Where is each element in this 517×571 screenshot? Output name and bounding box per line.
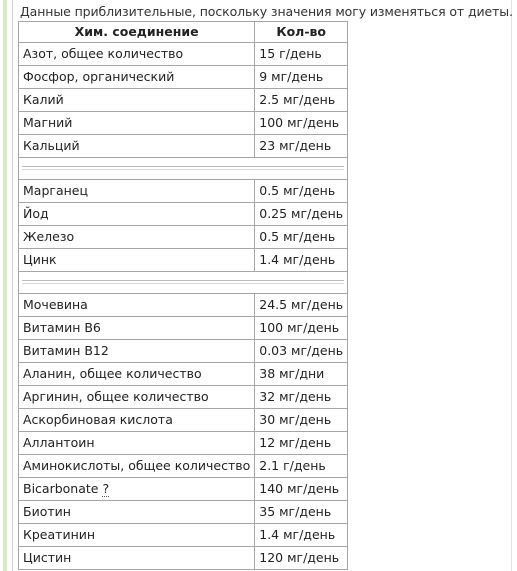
table-body	[19, 43, 348, 570]
compound-name: Цинк	[23, 252, 57, 267]
translation-hint-link[interactable]: ?	[102, 481, 110, 496]
compound-name: Аминокислоты, общее количество	[23, 458, 251, 473]
table-header-row	[19, 22, 348, 43]
amount-cell: 0.25 мг/день	[255, 203, 348, 226]
compound-cell	[19, 501, 255, 524]
table-row	[19, 180, 348, 203]
table-row	[19, 524, 348, 547]
compound-name: Фосфор, органический	[23, 69, 175, 84]
compound-cell	[19, 455, 255, 478]
table-row	[19, 294, 348, 317]
amount-cell: 100 мг/день	[255, 112, 348, 135]
compound-cell	[19, 478, 255, 501]
table-row	[19, 66, 348, 89]
left-border-strip	[3, 0, 7, 571]
compound-cell	[19, 112, 255, 135]
compound-name: Йод	[23, 206, 49, 221]
compound-cell	[19, 89, 255, 112]
separator-cell	[19, 272, 348, 294]
amount-cell: 38 мг/дни	[255, 363, 348, 386]
amount-cell: 100 мг/день	[255, 317, 348, 340]
separator-row	[19, 158, 348, 180]
amount-cell: 23 мг/день	[255, 135, 348, 158]
compound-name: Аргинин, общее количество	[23, 389, 209, 404]
compound-cell	[19, 43, 255, 66]
compound-cell	[19, 226, 255, 249]
compound-name: Витамин В12	[23, 343, 109, 358]
table-row	[19, 43, 348, 66]
compound-name: Аскорбиновая кислота	[23, 412, 173, 427]
amount-cell: 2.1 г/день	[255, 455, 348, 478]
compound-name: Магний	[23, 115, 73, 130]
separator-row	[19, 272, 348, 294]
compound-name: Марганец	[23, 183, 88, 198]
table-row	[19, 249, 348, 272]
table-row	[19, 112, 348, 135]
table-row	[19, 409, 348, 432]
amount-cell: 9 мг/день	[255, 66, 348, 89]
header-compound: Хим. соединение	[19, 22, 255, 43]
table-row	[19, 386, 348, 409]
amount-cell: 0.5 мг/день	[255, 226, 348, 249]
separator-rule	[19, 158, 347, 179]
compound-cell	[19, 317, 255, 340]
table-row	[19, 135, 348, 158]
amount-cell: 15 г/день	[255, 43, 348, 66]
compound-name: Аланин, общее количество	[23, 366, 202, 381]
table-row	[19, 455, 348, 478]
table-row	[19, 501, 348, 524]
compound-cell	[19, 294, 255, 317]
compound-name: Азот, общее количество	[23, 46, 184, 61]
compound-cell	[19, 203, 255, 226]
table-row	[19, 478, 348, 501]
compound-name: Аллантоин	[23, 435, 95, 450]
header-amount: Кол-во	[255, 22, 348, 43]
amount-cell: 32 мг/день	[255, 386, 348, 409]
compound-name: Калий	[23, 92, 64, 107]
separator-rule	[19, 272, 347, 293]
compound-cell	[19, 66, 255, 89]
table-row	[19, 363, 348, 386]
amount-cell: 2.5 мг/день	[255, 89, 348, 112]
compound-name: Цистин	[23, 550, 72, 565]
amount-cell: 120 мг/день	[255, 547, 348, 570]
compound-name: Биотин	[23, 504, 71, 519]
amount-cell: 1.4 мг/день	[255, 249, 348, 272]
compound-cell	[19, 363, 255, 386]
compound-name: Мочевина	[23, 297, 88, 312]
compound-cell	[19, 432, 255, 455]
amount-cell: 12 мг/день	[255, 432, 348, 455]
compound-cell	[19, 547, 255, 570]
table-row	[19, 317, 348, 340]
composition-table	[18, 21, 348, 570]
table-row	[19, 432, 348, 455]
table-row	[19, 203, 348, 226]
compound-name: Железо	[23, 229, 75, 244]
amount-cell: 24.5 мг/день	[255, 294, 348, 317]
compound-cell	[19, 180, 255, 203]
amount-cell: 0.5 мг/день	[255, 180, 348, 203]
amount-cell: 0.03 мг/день	[255, 340, 348, 363]
compound-cell	[19, 249, 255, 272]
table-row	[19, 89, 348, 112]
content	[18, 0, 513, 570]
compound-cell	[19, 386, 255, 409]
compound-cell	[19, 409, 255, 432]
amount-cell: 30 мг/день	[255, 409, 348, 432]
compound-cell	[19, 135, 255, 158]
left-border-line	[12, 0, 13, 571]
table-row	[19, 226, 348, 249]
compound-name: Кальций	[23, 138, 80, 153]
separator-cell	[19, 158, 348, 180]
compound-cell	[19, 340, 255, 363]
note-text: Данные приблизительные, поскольку значения могу изменяться от диеты.	[20, 4, 513, 19]
compound-name: Bicarbonate	[23, 481, 99, 496]
table-row	[19, 547, 348, 570]
compound-cell	[19, 524, 255, 547]
compound-name: Креатинин	[23, 527, 96, 542]
amount-cell: 35 мг/день	[255, 501, 348, 524]
compound-name: Витамин В6	[23, 320, 101, 335]
table-row	[19, 340, 348, 363]
amount-cell: 1.4 мг/день	[255, 524, 348, 547]
amount-cell: 140 мг/день	[255, 478, 348, 501]
